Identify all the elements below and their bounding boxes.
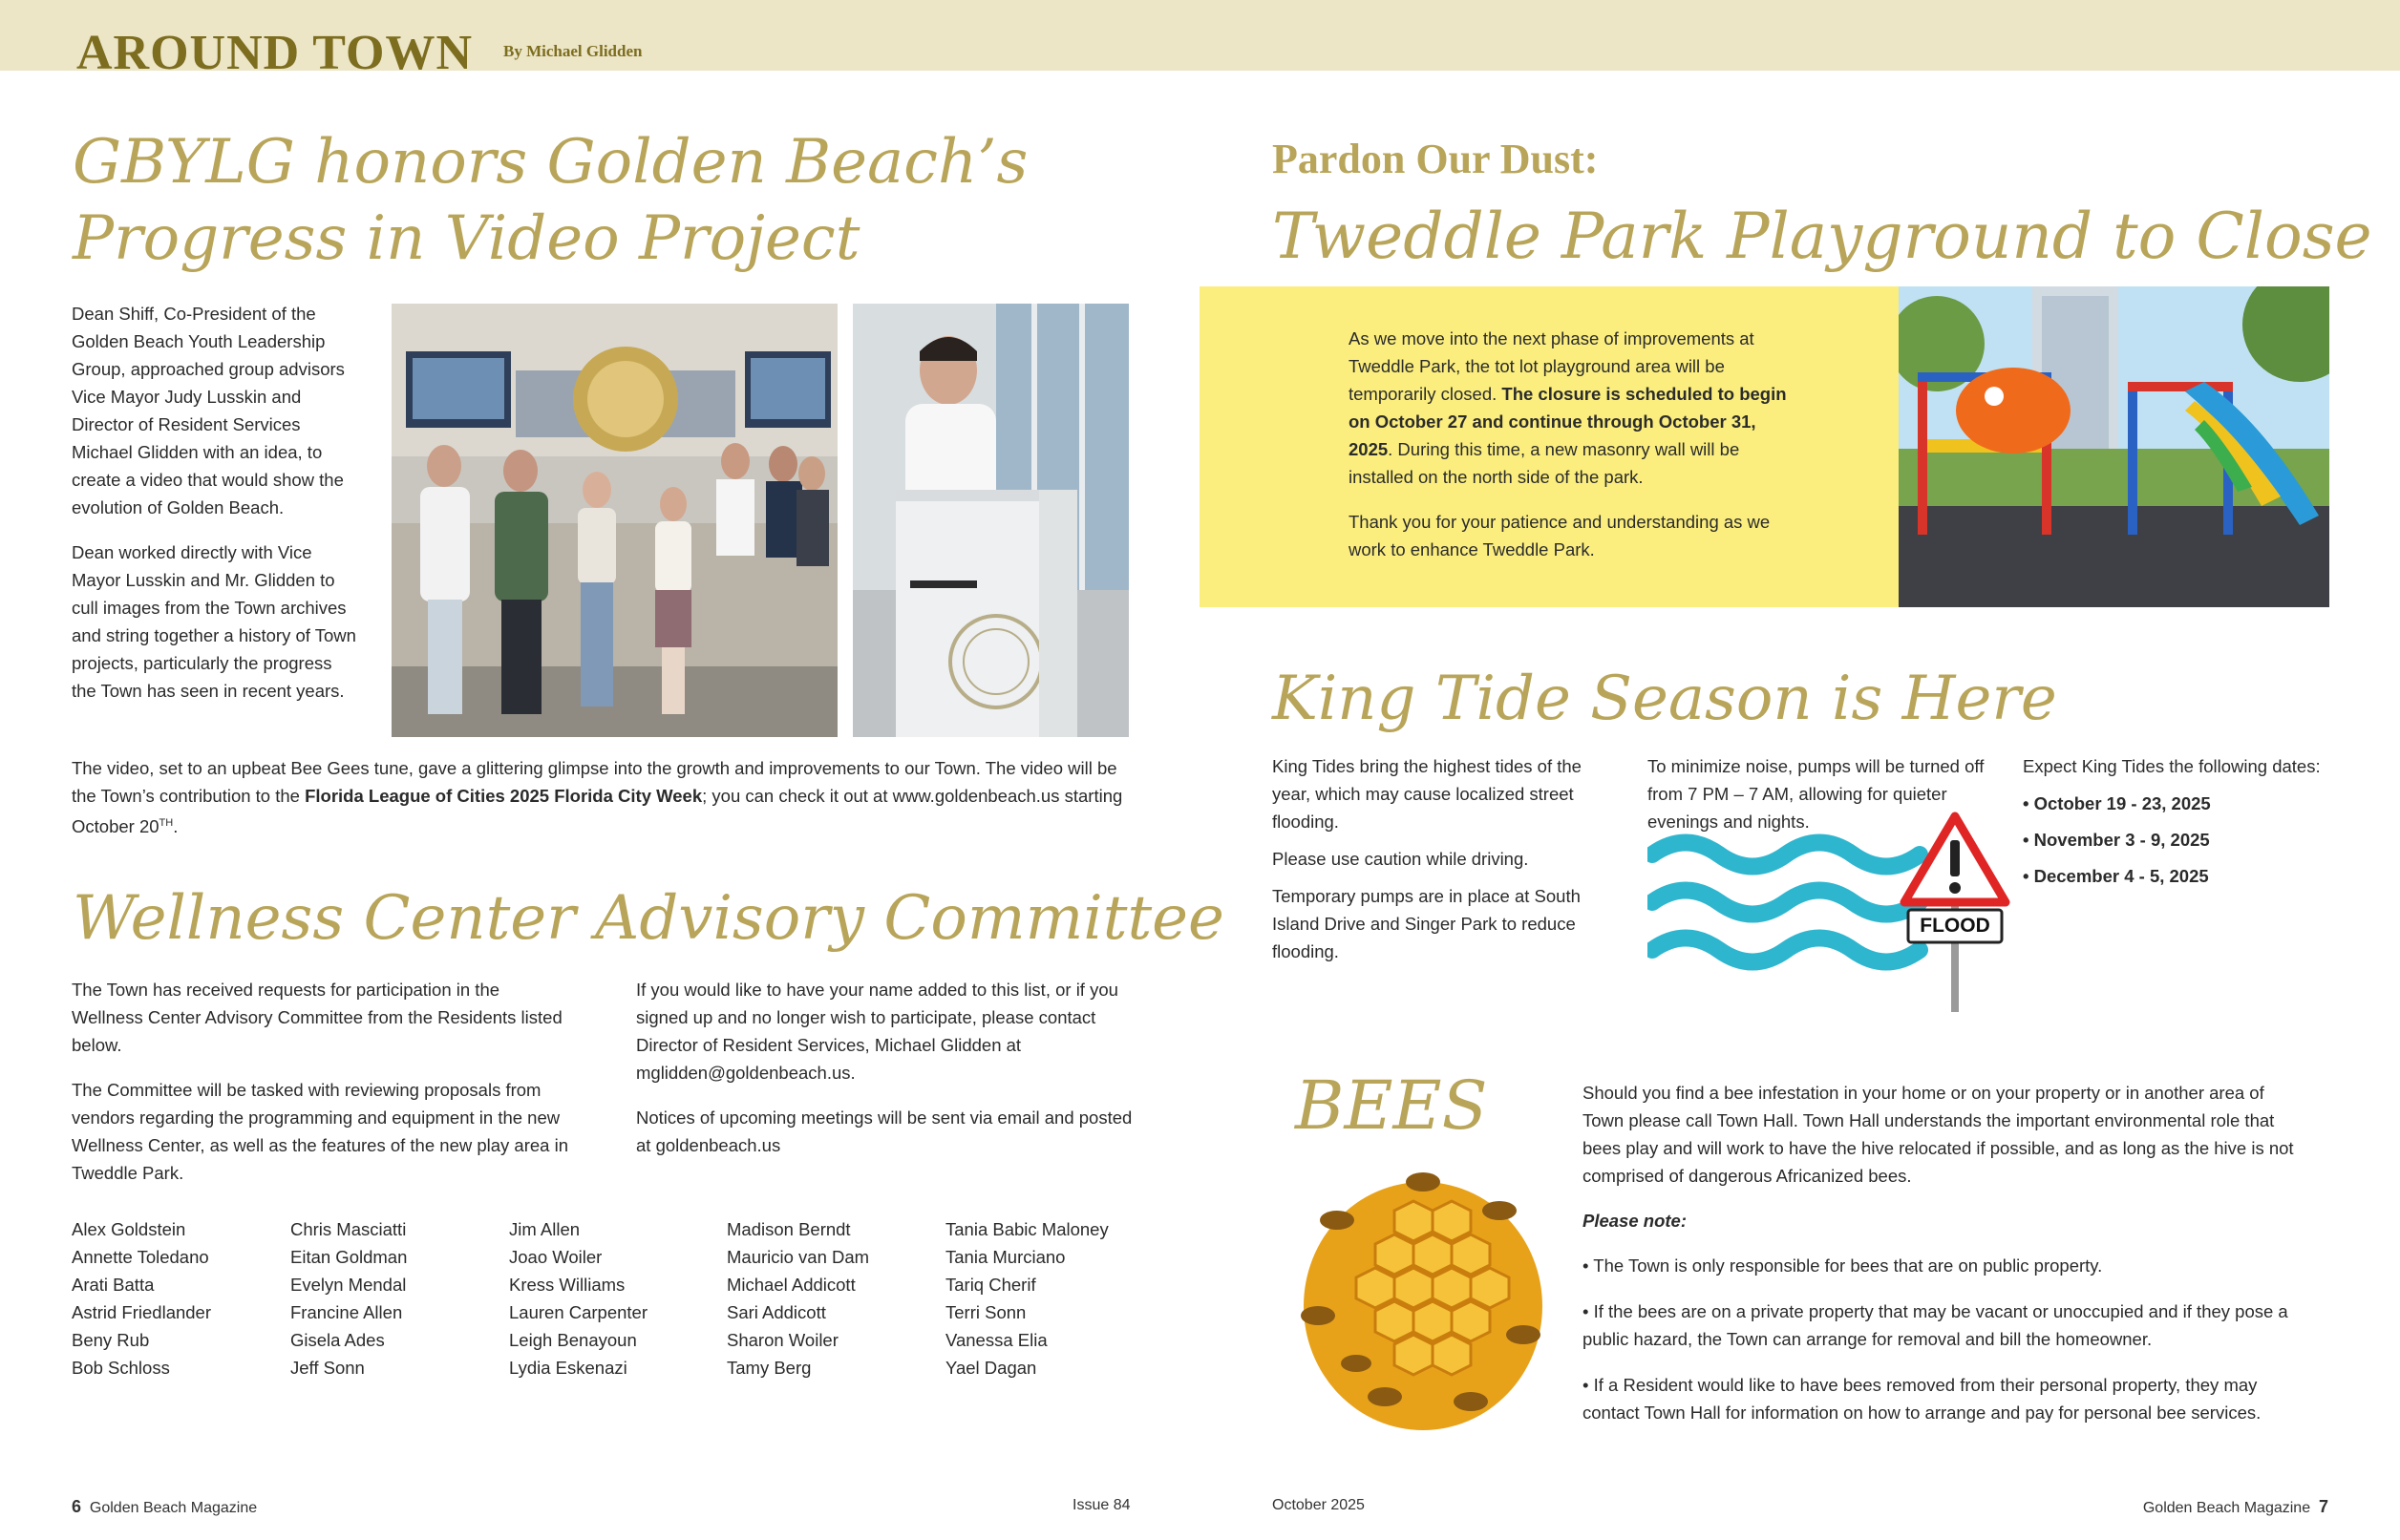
kingtide-headline: King Tide Season is Here — [1272, 664, 2057, 734]
resident-name: Michael Addicott — [727, 1275, 856, 1295]
resident-name: Tariq Cherif — [945, 1275, 1036, 1295]
gbylg-podium-photo — [853, 304, 1129, 737]
kingtide-dates-list — [2023, 786, 2338, 895]
beehive-illustration — [1280, 1153, 1566, 1445]
kingtide-date: • November 3 - 9, 2025 — [2023, 830, 2210, 850]
left-magazine-name: Golden Beach Magazine — [89, 1500, 258, 1516]
group-photo-graphic — [392, 304, 838, 737]
bees-bullet: • If the bees are on a private property that may be vacant or unoccupied and if they pose a public hazard, the Town can arrange for removal and bill the homeowner. — [1582, 1301, 2288, 1349]
resident-name: Kress Williams — [509, 1275, 626, 1295]
flood-waves-icon — [1647, 807, 2010, 1012]
right-footer — [2143, 1497, 2328, 1517]
resident-name: Eitan Goldman — [290, 1247, 408, 1267]
podium-photo-graphic — [853, 304, 1129, 737]
names-column-4 — [727, 1215, 869, 1382]
resident-name: Jeff Sonn — [290, 1358, 365, 1378]
resident-name: Tamy Berg — [727, 1358, 812, 1378]
issue-number: Issue 84 — [1073, 1497, 1131, 1513]
tweddle-text — [1349, 325, 1802, 580]
resident-name: Sari Addicott — [727, 1302, 826, 1322]
issue-date: October 2025 — [1272, 1497, 1365, 1513]
wellness-left-para1: The Town has received requests for participation in the Wellness Center Advisory Committee from the Residents listed below. — [72, 980, 563, 1055]
gbylg-intro — [72, 300, 358, 722]
wellness-headline: Wellness Center Advisory Committee — [73, 883, 1224, 954]
gbylg-para2: Dean worked directly with Vice Mayor Lusskin and Mr. Glidden to cull images from the Town archives and string together a history of Town projects, particularly the progress the Town has seen in recent years. — [72, 542, 356, 701]
wellness-left-para2: The Committee will be tasked with reviewing proposals from vendors regarding the programming and equipment in the new Wellness Center, as well as the features of the new play area in Tweddle Park. — [72, 1080, 568, 1183]
wellness-right-para1: If you would like to have your name added to this list, or if you signed up and no longer wish to participate, please contact Director of Resident Services, Michael Glidden at mglidden@goldenbeach.us. — [636, 980, 1118, 1083]
tweddle-para1-bold: The closure is scheduled to begin on October 27 and continue through October 31, 2025 — [1349, 384, 1787, 459]
resident-name: Mauricio van Dam — [727, 1247, 870, 1267]
resident-name: Bob Schloss — [72, 1358, 170, 1378]
gbylg-para3-sup: TH — [159, 817, 174, 829]
left-footer — [72, 1497, 257, 1517]
right-page-number: 7 — [2318, 1497, 2328, 1516]
kingtide-col1-para3: Temporary pumps are in place at South Island Drive and Singer Park to reduce flooding. — [1272, 886, 1581, 961]
gbylg-para3-bold: Florida League of Cities 2025 Florida City Week — [305, 786, 703, 806]
bees-text — [1582, 1079, 2308, 1445]
resident-name: Alex Goldstein — [72, 1219, 186, 1239]
gbylg-para3-text-a: The video, set to an upbeat Bee Gees tune, gave a glittering glimpse into the growth and improvements to our Town. The video will be the Town’s contribution to the — [72, 758, 1117, 806]
playground-photo — [1899, 286, 2329, 607]
resident-name: Evelyn Mendal — [290, 1275, 407, 1295]
resident-name: Arati Batta — [72, 1275, 155, 1295]
resident-name: Beny Rub — [72, 1330, 150, 1350]
right-magazine-name: Golden Beach Magazine — [2142, 1500, 2311, 1516]
bees-note-label: Please note: — [1582, 1211, 1687, 1231]
kingtide-col1 — [1272, 752, 1602, 982]
gbylg-headline-line1: GBYLG honors Golden Beach’s — [73, 127, 1029, 198]
names-column-3 — [509, 1215, 648, 1382]
playground-photo-graphic — [1899, 286, 2329, 607]
kingtide-dates-intro: Expect King Tides the following dates: — [2023, 756, 2321, 776]
left-page-number: 6 — [72, 1497, 82, 1516]
tweddle-para1 — [1349, 325, 1802, 491]
byline: By Michael Glidden — [503, 42, 643, 60]
kingtide-col3 — [2023, 752, 2338, 895]
tweddle-para1-a: As we move into the next phase of improvements at Tweddle Park, the tot lot playground area will be temporarily closed. — [1349, 328, 1754, 404]
tweddle-para2: Thank you for your patience and understanding as we work to enhance Tweddle Park. — [1349, 512, 1771, 559]
resident-name: Tania Babic Maloney — [945, 1219, 1109, 1239]
resident-name: Chris Masciatti — [290, 1219, 407, 1239]
kingtide-date: • December 4 - 5, 2025 — [2023, 866, 2209, 886]
resident-name: Annette Toledano — [72, 1247, 209, 1267]
resident-name: Joao Woiler — [509, 1247, 603, 1267]
resident-name: Tania Murciano — [945, 1247, 1066, 1267]
kingtide-date: • October 19 - 23, 2025 — [2023, 793, 2211, 813]
bees-bullet: • If a Resident would like to have bees removed from their personal property, they may contact Town Hall for information on how to arrange and pay for personal bee services. — [1582, 1375, 2262, 1423]
flood-graphic — [1647, 807, 2010, 1012]
bees-para1: Should you find a bee infestation in your home or on your property or in another area of Town please call Town Hall. Town Hall understands the important environmental role that bees play and will work to have the hive relocated if possible, and as long as the hive is not comprised of dangerous Africanized bees. — [1582, 1083, 2294, 1186]
resident-name: Leigh Benayoun — [509, 1330, 637, 1350]
section-title: AROUND TOWN — [76, 26, 474, 80]
names-column-5 — [945, 1215, 1109, 1382]
kingtide-col1-para2: Please use caution while driving. — [1272, 849, 1529, 869]
names-column-2 — [290, 1215, 407, 1382]
resident-names-list — [72, 1215, 1141, 1397]
tweddle-para1-b: . During this time, a new masonry wall will be installed on the north side of the park. — [1349, 439, 1740, 487]
honeycomb-icon — [1280, 1153, 1566, 1445]
gbylg-para3-text-b: ; you can check it out at www.goldenbeach.us starting October 20 — [72, 786, 1123, 837]
gbylg-headline-line2: Progress in Video Project — [73, 203, 860, 274]
kingtide-col1-para1: King Tides bring the highest tides of the year, which may cause localized street flooding. — [1272, 756, 1582, 832]
tweddle-kicker: Pardon Our Dust: — [1272, 136, 1599, 182]
tweddle-headline: Tweddle Park Playground to Close — [1272, 200, 2372, 273]
gbylg-headline — [73, 124, 1028, 277]
resident-name: Sharon Woiler — [727, 1330, 839, 1350]
gbylg-para1: Dean Shiff, Co-President of the Golden Beach Youth Leadership Group, approached group advisors Vice Mayor Judy Lusskin and Director of Resident Services Michael Glidden with an idea, to create a video that would show the evolution of Golden Beach. — [72, 304, 345, 517]
wellness-left-text — [72, 976, 568, 1204]
gbylg-para3-end: . — [173, 816, 179, 837]
resident-name: Vanessa Elia — [945, 1330, 1048, 1350]
resident-name: Lauren Carpenter — [509, 1302, 648, 1322]
wellness-right-para2: Notices of upcoming meetings will be sent via email and posted at goldenbeach.us — [636, 1108, 1133, 1155]
names-column-1 — [72, 1215, 211, 1382]
resident-name: Francine Allen — [290, 1302, 403, 1322]
resident-name: Yael Dagan — [945, 1358, 1037, 1378]
resident-name: Jim Allen — [509, 1219, 581, 1239]
bees-bullet: • The Town is only responsible for bees that are on public property. — [1582, 1255, 2103, 1276]
wellness-right-text — [636, 976, 1133, 1176]
kingtide-col2-para1: To minimize noise, pumps will be turned off from 7 PM – 7 AM, allowing for quieter evenings and nights. — [1647, 756, 1985, 832]
resident-name: Lydia Eskenazi — [509, 1358, 627, 1378]
resident-name: Madison Berndt — [727, 1219, 851, 1239]
gbylg-group-photo — [392, 304, 838, 737]
resident-name: Terri Sonn — [945, 1302, 1027, 1322]
resident-name: Gisela Ades — [290, 1330, 385, 1350]
bees-bullets — [1582, 1252, 2308, 1426]
flood-sign-label: FLOOD — [1920, 915, 1990, 937]
resident-name: Astrid Friedlander — [72, 1302, 212, 1322]
bees-headline: BEES — [1295, 1066, 1488, 1145]
gbylg-para3 — [72, 754, 1141, 840]
